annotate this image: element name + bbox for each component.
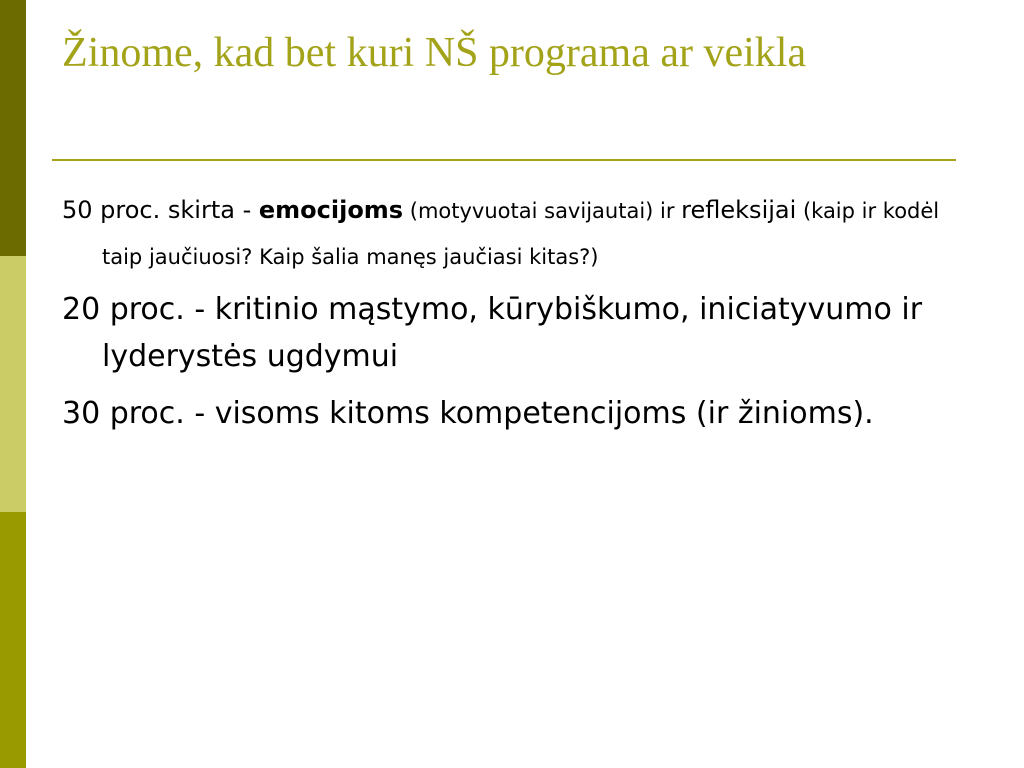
bullet-1-part-1: 50 proc. skirta -: [62, 196, 259, 224]
bullet-1-emphasis-emotions: emocijoms: [258, 196, 404, 224]
bullet-other-competencies: 30 proc. - visoms kitoms kompetencijoms (ir žinioms).: [62, 396, 874, 431]
bullet-critical-thinking: 20 proc. - kritinio mąstymo, kūrybiškumo, iniciatyvumo ir lyderystės ugdymui: [62, 292, 923, 374]
slide-content: [62, 188, 962, 437]
slide-title: Žinome, kad bet kuri NŠ programa ar veikla: [62, 30, 807, 76]
sidebar-mid-segment: [0, 512, 26, 768]
title-divider: [52, 159, 956, 161]
bullet-1-part-3: (motyvuotai savijautai) ir: [403, 199, 682, 223]
bullet-1-part-5: (kaip ir kodėl taip jaučiuosi? Kaip šalia manęs jaučiasi kitas?): [102, 199, 940, 269]
sidebar-dark-segment: [0, 0, 26, 256]
sidebar-light-segment: [0, 256, 26, 512]
bullet-1-emphasis-reflection: refleksijai: [681, 196, 797, 224]
bullet-emotions: [62, 188, 962, 280]
